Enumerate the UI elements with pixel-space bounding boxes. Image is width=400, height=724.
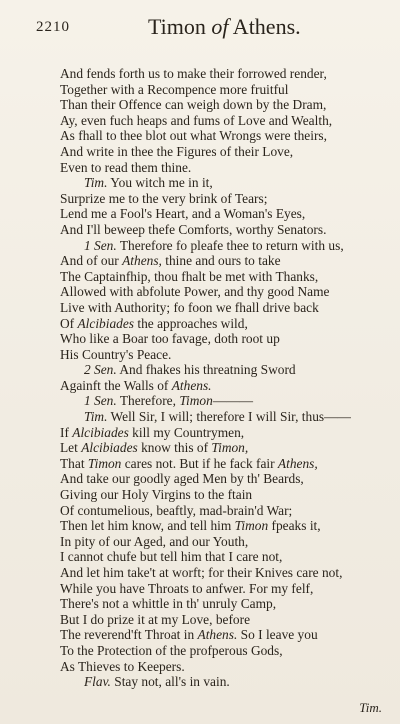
line-text: Againft the Walls of <box>60 377 172 393</box>
line-text: Giving our Holy Virgins to the ftain <box>60 487 253 503</box>
line-text: Alcibiades <box>81 440 138 456</box>
line-text: the approaches wild, <box>134 315 248 331</box>
line-text: Athens, <box>277 455 318 471</box>
line-text: Alcibiades <box>77 315 135 331</box>
line-text: kill my Countrymen, <box>128 424 245 440</box>
line-text: I cannot chufe but tell him that I care not, <box>60 549 283 565</box>
speaker-name: Tim. <box>84 175 108 191</box>
line-text: Lend me a Fool's Heart, and a Woman's Eyes, <box>60 206 306 222</box>
line-text: Even to read them thine. <box>60 159 192 175</box>
line-text: And write in thee the Figures of their Love, <box>60 143 294 159</box>
line-text: And of our <box>60 253 123 269</box>
title-athens: Athens. <box>228 14 301 39</box>
line-text: Timon <box>179 393 213 409</box>
line-text: Of contumelious, beaftly, mad-brain'd War; <box>60 502 293 518</box>
line-text: While you have Throats to anfwer. For my felf, <box>60 580 314 596</box>
speaker-name: 1 Sen. <box>84 237 117 253</box>
text-line <box>60 534 390 550</box>
speaker-name: Tim. <box>84 409 108 425</box>
text-line <box>60 269 390 285</box>
text-line <box>60 222 390 238</box>
line-text: And I'll beweep thefe Comforts, worthy Senators. <box>60 221 327 237</box>
text-line <box>60 503 390 519</box>
line-text: Timon <box>87 455 122 471</box>
title-timon: Timon <box>148 14 212 39</box>
text-line <box>60 362 390 378</box>
play-text <box>60 66 390 690</box>
text-line <box>60 487 390 503</box>
running-header <box>36 12 366 42</box>
text-line <box>60 300 390 316</box>
text-line <box>60 471 390 487</box>
text-line <box>60 393 390 409</box>
line-text: Timon, <box>211 440 249 456</box>
line-text: Well Sir, I will; therefore I will Sir, thus—— <box>107 409 351 425</box>
text-line <box>60 331 390 347</box>
line-text: But I do prize it at my Love, before <box>60 611 251 627</box>
line-text: Therefore, <box>116 393 180 409</box>
line-text: Timon <box>234 518 269 534</box>
text-line <box>60 643 390 659</box>
line-text: And fhakes his threatning Sword <box>116 362 296 378</box>
line-text: To the Protection of the profperous Gods, <box>60 642 283 658</box>
line-text: And let him take't at worft; for their Knives care not, <box>60 565 343 580</box>
line-text: There's not a whittle in th' unruly Camp, <box>60 596 277 612</box>
line-text: In pity of our Aged, and our Youth, <box>60 533 249 549</box>
speaker-name: Flav. <box>84 674 111 690</box>
text-line <box>60 378 390 394</box>
line-text: As Thieves to Keepers. <box>60 658 185 674</box>
line-text: As fhall to thee blot out what Wrongs were theirs, <box>60 128 327 144</box>
text-line <box>60 160 390 176</box>
line-text: Therefore fo pleafe thee to return with us, <box>116 237 344 253</box>
text-line <box>60 612 390 628</box>
line-text: Athens. <box>171 377 212 393</box>
line-text: That <box>60 455 88 471</box>
text-line <box>60 144 390 160</box>
line-text: You witch me in it, <box>107 175 213 191</box>
line-text: Ay, even fuch heaps and fums of Love and Wealth, <box>60 112 333 128</box>
text-line <box>60 347 390 363</box>
text-line <box>60 549 390 565</box>
text-line <box>60 284 390 300</box>
line-text: Allowed with abfolute Power, and thy good Name <box>60 284 330 300</box>
line-text: Than their Offence can weigh down by the Dram, <box>60 97 327 113</box>
line-text: His Country's Peace. <box>60 346 172 362</box>
running-title <box>148 14 301 40</box>
text-line <box>60 659 390 675</box>
text-line <box>60 456 390 472</box>
text-line <box>60 206 390 222</box>
line-text: Live with Authority; fo foon we fhall drive back <box>60 299 319 315</box>
text-line <box>60 627 390 643</box>
text-line <box>60 128 390 144</box>
text-line <box>60 175 390 191</box>
line-text: thine and ours to take <box>161 253 281 269</box>
text-line <box>60 581 390 597</box>
text-line <box>60 440 390 456</box>
line-text: Athens, <box>122 253 162 269</box>
text-line <box>60 191 390 207</box>
text-line <box>60 409 390 425</box>
text-line <box>60 253 390 269</box>
line-text: The Captainfhip, thou fhalt be met with Thanks, <box>60 268 319 284</box>
text-line <box>60 238 390 254</box>
line-text: Together with a Recompence more fruitful <box>60 81 289 97</box>
line-text: Who like a Boar too favage, doth root up <box>60 331 280 347</box>
text-line <box>60 316 390 332</box>
page-number: 2210 <box>36 19 70 35</box>
text-line <box>60 66 390 82</box>
text-line <box>60 97 390 113</box>
line-text: The reverend'ft Throat in <box>60 627 198 643</box>
line-text: And take our goodly aged Men by th' Beards, <box>60 471 304 487</box>
text-line <box>60 82 390 98</box>
line-text: cares not. But if he fack fair <box>121 455 278 471</box>
line-text: ——— <box>212 393 253 409</box>
text-line <box>60 425 390 441</box>
line-text: Let <box>60 440 82 456</box>
text-line <box>60 565 390 581</box>
line-text: fpeaks it, <box>268 518 321 534</box>
text-line <box>60 518 390 534</box>
text-line <box>60 674 390 690</box>
line-text: So I leave you <box>237 627 318 643</box>
line-text: If <box>60 424 73 440</box>
line-text: Then let him know, and tell him <box>60 518 235 534</box>
text-line <box>60 596 390 612</box>
speaker-name: 2 Sen. <box>84 362 117 378</box>
title-of: of <box>211 14 229 39</box>
line-text: Surprize me to the very brink of Tears; <box>60 190 268 206</box>
line-text: know this of <box>137 440 212 456</box>
line-text: Stay not, all's in vain. <box>110 674 230 690</box>
line-text: Athens. <box>197 627 238 643</box>
line-text: And fends forth us to make their forrowed render, <box>60 66 327 81</box>
text-line <box>60 113 390 129</box>
line-text: Alcibiades <box>72 424 129 440</box>
catchword: Tim. <box>359 700 382 715</box>
line-text: Of <box>60 315 78 331</box>
speaker-name: 1 Sen. <box>84 393 117 409</box>
